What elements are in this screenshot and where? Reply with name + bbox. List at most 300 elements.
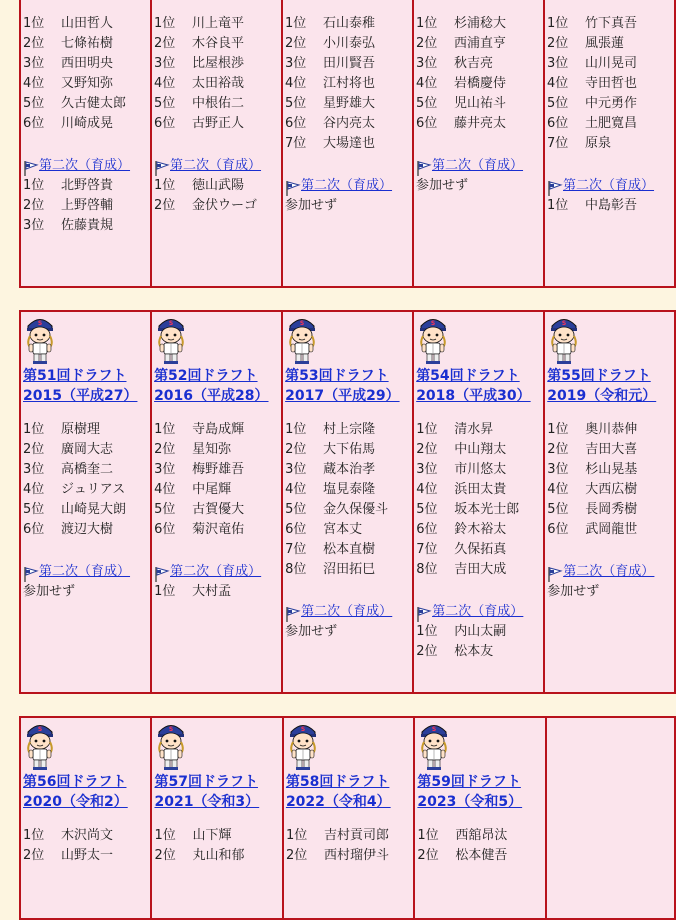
second-draft-section: [154, 156, 281, 216]
second-draft-section: [23, 156, 150, 236]
svg-text:S: S: [299, 320, 305, 327]
pick-row: [416, 520, 543, 540]
pick-row: [23, 480, 150, 500]
pick-rank: 2位: [285, 36, 307, 51]
player-name: 山川晃司: [585, 56, 638, 71]
player-name: 小川泰弘: [323, 36, 376, 51]
player-name: 蔵本治孝: [323, 462, 376, 477]
pick-row: [547, 500, 674, 520]
second-draft-link[interactable]: [285, 176, 412, 196]
pick-rank: 6位: [285, 116, 307, 131]
pick-rank: 4位: [154, 76, 176, 91]
pick-rank: 1位: [547, 198, 569, 213]
second-draft-label: 第二次（育成）: [432, 158, 524, 173]
pick-row: [23, 500, 150, 520]
pick-row: [23, 114, 150, 134]
player-name: 山野太一: [61, 848, 114, 863]
mascot-icon: [417, 720, 451, 772]
pick-row: [286, 846, 413, 866]
first-picks-list: [23, 420, 150, 540]
first-picks-list: [286, 826, 413, 866]
second-draft-link[interactable]: [416, 156, 543, 176]
pick-row: [416, 114, 543, 134]
pick-rank: 6位: [154, 522, 176, 537]
player-name: 中根佑二: [192, 96, 245, 111]
pick-rank: 4位: [416, 76, 438, 91]
pick-rank: 5位: [547, 96, 569, 111]
player-name: 谷内亮太: [323, 116, 376, 131]
draft-title-link[interactable]: 第53回ドラフト: [285, 368, 389, 384]
draft-year-link[interactable]: 2023（令和5）: [417, 794, 523, 810]
second-draft-link[interactable]: [154, 562, 281, 582]
pick-row: [154, 176, 281, 196]
second-draft-note: 参加せず: [416, 178, 469, 193]
mascot-icon: [547, 314, 581, 366]
draft-year-cell: [151, 311, 282, 693]
flag-icon: [285, 180, 301, 196]
flag-icon: [23, 160, 39, 176]
pick-row: [23, 74, 150, 94]
pick-rank: 2位: [154, 36, 176, 51]
first-picks-list: [416, 420, 543, 580]
pick-rank: 1位: [416, 422, 438, 437]
svg-text:S: S: [169, 726, 174, 733]
player-name: ジュリアス: [61, 482, 126, 497]
pick-row: [547, 54, 674, 74]
draft-year-cell: [546, 717, 675, 919]
draft-title-link[interactable]: 第55回ドラフト: [547, 368, 651, 384]
player-name: 江村将也: [323, 76, 376, 91]
pick-row: [547, 196, 674, 216]
pick-row: [23, 34, 150, 54]
pick-row: [547, 460, 674, 480]
pick-row: [285, 560, 412, 580]
pick-rank: 8位: [416, 562, 438, 577]
player-name: 田川賢吾: [323, 56, 376, 71]
player-name: 清水昇: [454, 422, 494, 437]
draft-year-cell: [282, 0, 413, 287]
player-name: 川崎成晃: [61, 116, 114, 131]
player-name: 中尾輝: [192, 482, 232, 497]
second-draft-link[interactable]: [547, 562, 674, 582]
pick-rank: 5位: [23, 96, 45, 111]
pick-rank: 3位: [285, 56, 307, 71]
pick-row: [154, 94, 281, 114]
flag-icon: [416, 160, 432, 176]
player-name: 風張蓮: [585, 36, 625, 51]
second-draft-label: 第二次（育成）: [39, 158, 131, 173]
second-draft-note: 参加せず: [285, 624, 338, 639]
pick-rank: 1位: [23, 828, 45, 843]
svg-text:S: S: [37, 726, 43, 733]
pick-rank: 7位: [416, 542, 438, 557]
pick-row: [285, 34, 412, 54]
pick-row: [285, 114, 412, 134]
first-picks-list: [154, 826, 281, 866]
draft-year-cell: [151, 717, 282, 919]
player-name: 沼田拓巳: [323, 562, 376, 577]
player-name: 寺田哲也: [585, 76, 638, 91]
second-draft-section: [285, 176, 412, 216]
pick-row: [286, 826, 413, 846]
pick-row: [154, 460, 281, 480]
pick-row: [416, 500, 543, 520]
pick-row: [285, 420, 412, 440]
player-name: 北野啓貴: [61, 178, 114, 193]
pick-rank: 4位: [547, 482, 569, 497]
pick-rank: 1位: [23, 422, 45, 437]
pick-row: [285, 134, 412, 154]
second-draft-label: 第二次（育成）: [563, 178, 655, 193]
pick-rank: 7位: [285, 542, 307, 557]
player-name: 坂本光士郎: [454, 502, 520, 517]
player-name: 大場達也: [323, 136, 376, 151]
player-name: 七條祐樹: [61, 36, 114, 51]
player-name: 内山太嗣: [454, 624, 507, 639]
draft-year-link[interactable]: 2016（平成28）: [154, 388, 269, 404]
pick-rank: 5位: [416, 502, 438, 517]
player-name: 宮本丈: [323, 522, 363, 537]
pick-row: [285, 54, 412, 74]
flag-icon: [547, 566, 563, 582]
flag-icon: [154, 566, 170, 582]
flag-icon: [23, 566, 39, 582]
player-name: 西村瑠伊斗: [323, 848, 389, 863]
player-name: 鈴木裕太: [454, 522, 507, 537]
player-name: 中島彰吾: [585, 198, 638, 213]
second-draft-section: [547, 562, 674, 602]
pick-rank: 6位: [416, 522, 438, 537]
player-name: 村上宗隆: [323, 422, 376, 437]
player-name: 松本友: [454, 644, 494, 659]
pick-rank: 2位: [23, 36, 45, 51]
mascot-icon: [285, 314, 319, 366]
player-name: 佐藤貴規: [61, 218, 114, 233]
player-name: 上野啓輔: [61, 198, 114, 213]
player-name: 浜田太貴: [454, 482, 507, 497]
pick-row: [23, 460, 150, 480]
player-name: 菊沢竜佑: [192, 522, 245, 537]
pick-row: [416, 622, 543, 642]
pick-rank: 6位: [547, 116, 569, 131]
player-name: 久保拓真: [454, 542, 507, 557]
player-name: 木沢尚文: [61, 828, 114, 843]
pick-rank: 4位: [23, 482, 45, 497]
draft-year-cell: [413, 311, 544, 693]
pick-rank: 3位: [23, 462, 45, 477]
pick-row: [154, 420, 281, 440]
player-name: 藤井亮太: [454, 116, 507, 131]
pick-rank: 4位: [23, 76, 45, 91]
svg-text:S: S: [432, 726, 437, 733]
draft-title-link[interactable]: 第59回ドラフト: [417, 774, 521, 790]
second-draft-label: 第二次（育成）: [170, 564, 262, 579]
player-name: 渡辺大樹: [61, 522, 114, 537]
svg-text:S: S: [168, 320, 174, 327]
draft-year-link[interactable]: 2018（平成30）: [416, 388, 531, 404]
draft-year-link[interactable]: 2021（令和3）: [154, 794, 260, 810]
pick-row: [547, 74, 674, 94]
pick-row: [416, 460, 543, 480]
svg-text:S: S: [562, 320, 567, 327]
pick-rank: 6位: [416, 116, 438, 131]
pick-rank: 2位: [417, 848, 439, 863]
second-draft-section: [285, 602, 412, 642]
pick-row: [154, 520, 281, 540]
second-draft-note: 参加せず: [23, 584, 76, 599]
pick-row: [154, 34, 281, 54]
pick-row: [285, 500, 412, 520]
pick-row: [547, 114, 674, 134]
first-picks-list: [285, 420, 412, 580]
pick-rank: 1位: [154, 584, 176, 599]
pick-row: [417, 846, 544, 866]
pick-rank: 6位: [154, 116, 176, 131]
second-draft-note: 参加せず: [285, 198, 338, 213]
flag-icon: [547, 180, 563, 196]
pick-row: [285, 440, 412, 460]
mascot-icon: [286, 720, 320, 772]
pick-row: [23, 520, 150, 540]
player-name: 寺島成輝: [192, 422, 245, 437]
pick-row: [23, 216, 150, 236]
draft-year-link[interactable]: 2020（令和2）: [23, 794, 128, 810]
player-name: 岩橋慶侍: [454, 76, 507, 91]
draft-title-link[interactable]: 第57回ドラフト: [154, 774, 258, 790]
first-picks-list: [416, 14, 543, 134]
draft-year-cell: [20, 311, 151, 693]
pick-row: [154, 582, 281, 602]
pick-row: [23, 94, 150, 114]
pick-row: [547, 14, 674, 34]
player-name: 松本直樹: [323, 542, 376, 557]
draft-year-link[interactable]: 2022（令和4）: [285, 794, 391, 810]
pick-rank: 6位: [285, 522, 307, 537]
player-name: 川上竜平: [192, 16, 245, 31]
player-name: 星知弥: [192, 442, 232, 457]
second-draft-link[interactable]: [154, 156, 281, 176]
pick-rank: 1位: [417, 828, 439, 843]
pick-rank: 5位: [154, 96, 176, 111]
draft-year-cell: [544, 311, 675, 693]
pick-rank: 5位: [285, 502, 307, 517]
pick-row: [416, 560, 543, 580]
pick-rank: 1位: [285, 16, 307, 31]
pick-row: [285, 480, 412, 500]
player-name: 武岡龍世: [585, 522, 638, 537]
first-picks-list: [154, 14, 281, 134]
svg-text:S: S: [431, 320, 436, 327]
second-draft-note: 参加せず: [547, 584, 600, 599]
pick-rank: 1位: [416, 16, 438, 31]
pick-row: [154, 196, 281, 216]
pick-row: [285, 460, 412, 480]
pick-rank: 1位: [154, 422, 176, 437]
player-name: 吉田大喜: [585, 442, 638, 457]
pick-row: [416, 642, 543, 662]
pick-rank: 5位: [23, 502, 45, 517]
second-draft-label: 第二次（育成）: [301, 178, 393, 193]
player-name: 西舘昂汰: [455, 828, 508, 843]
second-draft-label: 第二次（育成）: [39, 564, 131, 579]
player-name: 原泉: [585, 136, 612, 151]
pick-rank: 1位: [547, 16, 569, 31]
second-draft-section: [23, 562, 150, 602]
pick-row: [23, 196, 150, 216]
player-name: 古野正人: [192, 116, 245, 131]
draft-year-link[interactable]: 2017（平成29）: [285, 388, 400, 404]
second-draft-label: 第二次（育成）: [563, 564, 655, 579]
pick-rank: 1位: [285, 422, 307, 437]
draft-year-cell: [20, 0, 151, 287]
pick-rank: 1位: [285, 828, 308, 843]
pick-row: [23, 846, 150, 866]
pick-row: [416, 94, 543, 114]
pick-row: [154, 14, 281, 34]
draft-year-cell: [151, 0, 282, 287]
flag-icon: [285, 606, 301, 622]
player-name: 西浦直亨: [454, 36, 507, 51]
player-name: 杉浦稔大: [454, 16, 507, 31]
draft-year-link[interactable]: 2019（令和元）: [547, 388, 657, 404]
first-picks-list: [417, 826, 544, 866]
player-name: 奥川恭伸: [585, 422, 638, 437]
pick-rank: 4位: [416, 482, 438, 497]
draft-title-link[interactable]: 第54回ドラフト: [416, 368, 520, 384]
draft-year-cell: [544, 0, 675, 287]
second-draft-section: [154, 562, 281, 602]
second-draft-link[interactable]: [285, 602, 412, 622]
draft-year-cell: [414, 717, 545, 919]
draft-year-link[interactable]: 2015（平成27）: [23, 388, 138, 404]
pick-rank: 3位: [154, 56, 176, 71]
flag-icon: [416, 606, 432, 622]
flag-icon: [154, 160, 170, 176]
player-name: 塩見泰隆: [323, 482, 376, 497]
svg-text:S: S: [300, 726, 306, 733]
pick-rank: 1位: [547, 422, 569, 437]
pick-rank: 4位: [154, 482, 176, 497]
pick-row: [154, 114, 281, 134]
pick-rank: 3位: [416, 462, 438, 477]
player-name: 児山祐斗: [454, 96, 507, 111]
player-name: 山崎晃大朗: [61, 502, 127, 517]
draft-title-link[interactable]: 第56回ドラフト: [23, 774, 127, 790]
second-draft-link[interactable]: [23, 562, 150, 582]
pick-rank: 2位: [154, 442, 176, 457]
pick-rank: 2位: [547, 36, 569, 51]
pick-rank: 3位: [23, 218, 45, 233]
player-name: 久古健太郎: [61, 96, 127, 111]
player-name: 金久保優斗: [323, 502, 389, 517]
draft-title-link[interactable]: 第51回ドラフト: [23, 368, 127, 384]
player-name: 中山翔太: [454, 442, 507, 457]
pick-row: [285, 14, 412, 34]
pick-rank: 3位: [547, 56, 569, 71]
second-draft-section: [416, 156, 543, 196]
pick-rank: 2位: [23, 848, 45, 863]
pick-rank: 1位: [154, 828, 176, 843]
second-draft-label: 第二次（育成）: [432, 604, 524, 619]
player-name: 石山泰稚: [323, 16, 376, 31]
second-draft-link[interactable]: [547, 176, 674, 196]
pick-row: [154, 846, 281, 866]
pick-rank: 7位: [547, 136, 569, 151]
player-name: 廣岡大志: [61, 442, 114, 457]
pick-rank: 4位: [285, 482, 307, 497]
second-draft-link[interactable]: [416, 602, 543, 622]
player-name: 吉田大成: [454, 562, 507, 577]
pick-rank: 2位: [285, 442, 307, 457]
pick-rank: 2位: [416, 442, 438, 457]
player-name: 高橋奎二: [61, 462, 114, 477]
pick-rank: 3位: [285, 462, 307, 477]
player-name: 西田明央: [61, 56, 114, 71]
player-name: 杉山晃基: [585, 462, 638, 477]
draft-table-row-2: [19, 310, 676, 694]
pick-rank: 6位: [23, 522, 45, 537]
draft-title-link[interactable]: 第52回ドラフト: [154, 368, 258, 384]
pick-row: [416, 480, 543, 500]
pick-row: [23, 420, 150, 440]
pick-row: [23, 440, 150, 460]
pick-row: [416, 540, 543, 560]
pick-rank: 4位: [547, 76, 569, 91]
pick-row: [547, 520, 674, 540]
pick-rank: 2位: [547, 442, 569, 457]
player-name: 松本健吾: [455, 848, 508, 863]
pick-row: [23, 826, 150, 846]
player-name: 大西広樹: [585, 482, 638, 497]
second-draft-label: 第二次（育成）: [301, 604, 393, 619]
player-name: 徳山武陽: [192, 178, 245, 193]
pick-row: [416, 74, 543, 94]
pick-row: [285, 74, 412, 94]
pick-row: [285, 540, 412, 560]
player-name: 星野雄大: [323, 96, 376, 111]
pick-rank: 7位: [285, 136, 307, 151]
draft-year-cell: [282, 311, 413, 693]
draft-table-row-1: [19, 0, 676, 288]
player-name: 大下佑馬: [323, 442, 376, 457]
first-picks-list: [285, 14, 412, 154]
pick-row: [547, 480, 674, 500]
player-name: 長岡秀樹: [585, 502, 638, 517]
pick-rank: 2位: [23, 442, 45, 457]
pick-rank: 8位: [285, 562, 307, 577]
pick-rank: 2位: [154, 848, 176, 863]
pick-row: [547, 34, 674, 54]
pick-rank: 5位: [547, 502, 569, 517]
pick-rank: 1位: [23, 16, 45, 31]
pick-row: [547, 420, 674, 440]
mascot-icon: [154, 720, 188, 772]
pick-row: [154, 54, 281, 74]
first-picks-list: [23, 826, 150, 866]
player-name: 大村孟: [192, 584, 232, 599]
pick-rank: 1位: [416, 624, 438, 639]
player-name: 又野知弥: [61, 76, 114, 91]
pick-row: [417, 826, 544, 846]
draft-title-link[interactable]: 第58回ドラフト: [285, 774, 390, 790]
second-draft-link[interactable]: [23, 156, 150, 176]
pick-row: [416, 14, 543, 34]
pick-rank: 5位: [416, 96, 438, 111]
pick-row: [154, 826, 281, 846]
pick-row: [285, 94, 412, 114]
pick-row: [154, 500, 281, 520]
pick-rank: 3位: [547, 462, 569, 477]
